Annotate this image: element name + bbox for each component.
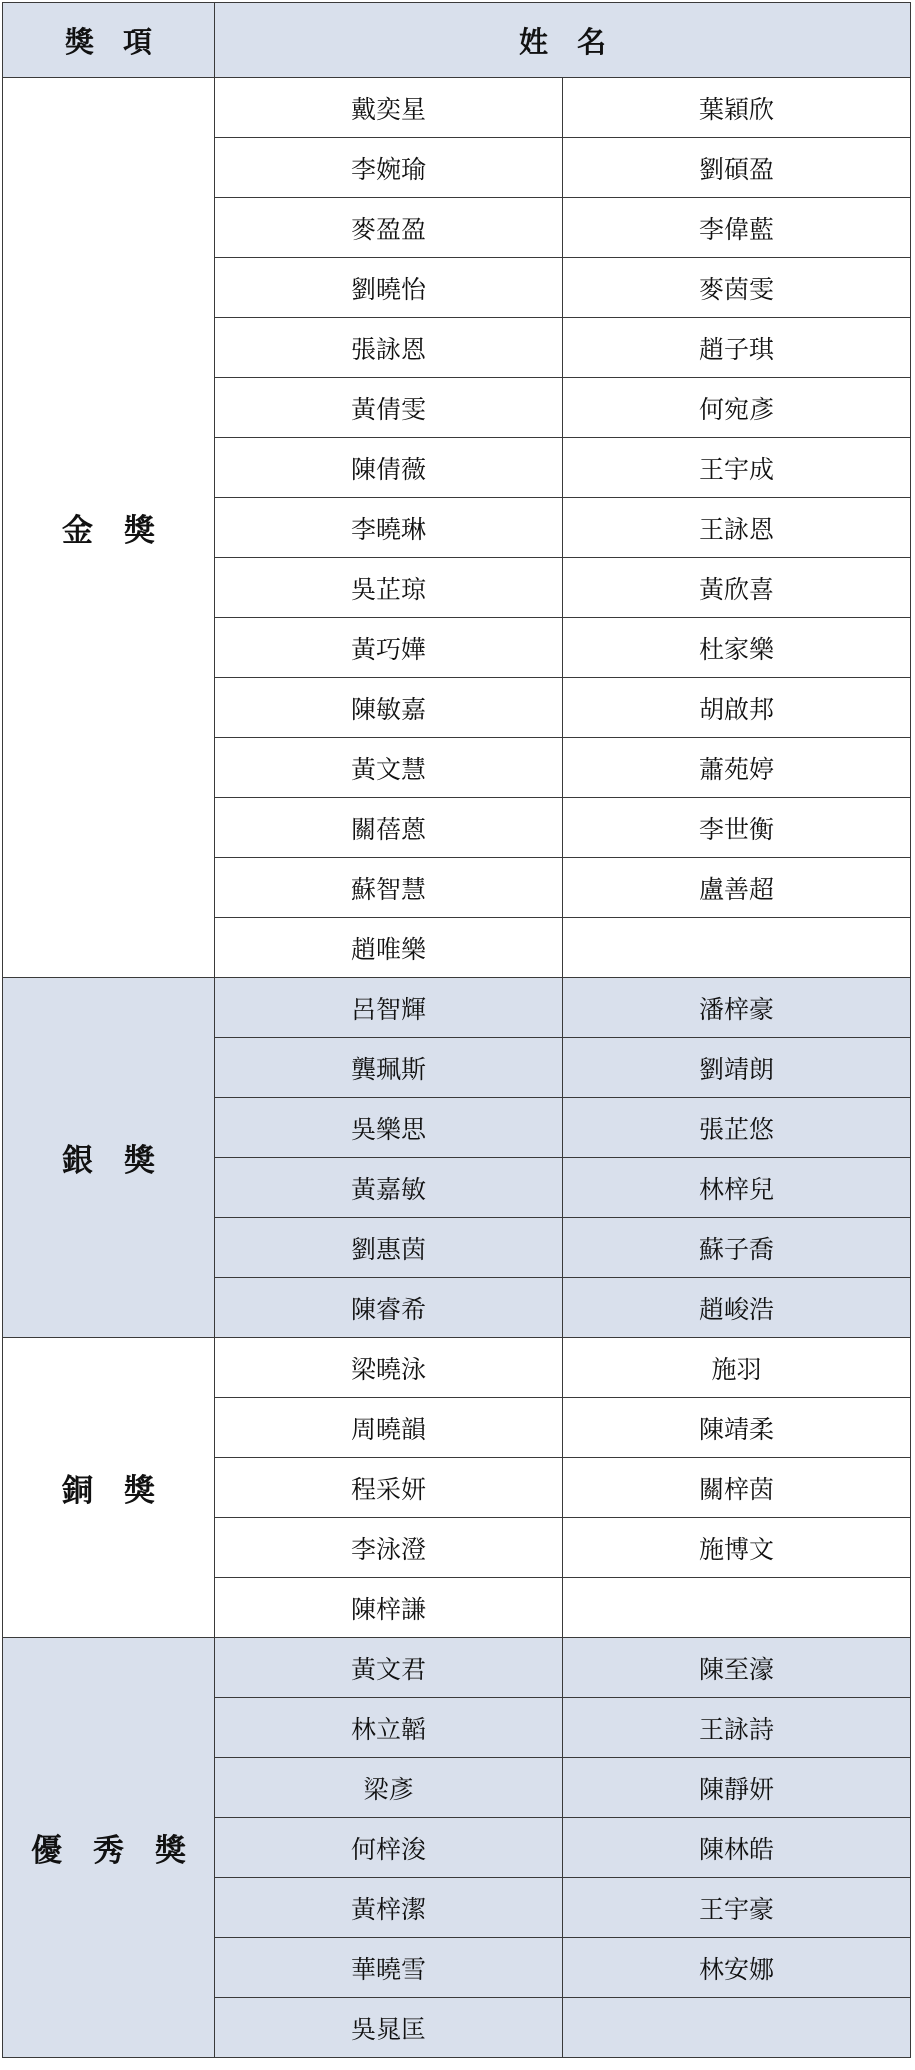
name-cell: 劉曉怡 [215, 258, 563, 318]
name-cell: 關梓茵 [563, 1458, 911, 1518]
name-cell: 梁彥 [215, 1758, 563, 1818]
name-cell: 吳晁匡 [215, 1998, 563, 2058]
name-cell: 蕭苑婷 [563, 738, 911, 798]
awards-table [2, 2, 911, 2058]
name-cell: 趙峻浩 [563, 1278, 911, 1338]
name-cell: 麥盈盈 [215, 198, 563, 258]
name-cell [563, 1578, 911, 1638]
name-cell: 施博文 [563, 1518, 911, 1578]
table-row [3, 1638, 911, 1698]
name-cell: 呂智輝 [215, 978, 563, 1038]
name-cell: 陳至濠 [563, 1638, 911, 1698]
name-cell: 王宇豪 [563, 1878, 911, 1938]
name-cell: 陳睿希 [215, 1278, 563, 1338]
award-label-merit: 優 秀 獎 [3, 1638, 215, 2058]
name-cell: 蘇智慧 [215, 858, 563, 918]
name-cell: 陳梓謙 [215, 1578, 563, 1638]
name-cell: 黃嘉敏 [215, 1158, 563, 1218]
award-label-gold: 金 獎 [3, 78, 215, 978]
name-column-header: 姓 名 [215, 3, 911, 78]
name-cell: 黃倩雯 [215, 378, 563, 438]
name-cell: 蘇子喬 [563, 1218, 911, 1278]
group-gold [3, 78, 911, 978]
group-bronze [3, 1338, 911, 1638]
name-cell: 趙唯樂 [215, 918, 563, 978]
name-cell: 華曉雪 [215, 1938, 563, 1998]
name-cell: 王詠恩 [563, 498, 911, 558]
name-cell: 盧善超 [563, 858, 911, 918]
name-cell: 王宇成 [563, 438, 911, 498]
name-cell [563, 1998, 911, 2058]
header-row [3, 3, 911, 78]
award-column-header: 獎 項 [3, 3, 215, 78]
name-cell: 林安娜 [563, 1938, 911, 1998]
name-cell: 陳林皓 [563, 1818, 911, 1878]
name-cell: 周曉韻 [215, 1398, 563, 1458]
name-cell: 潘梓豪 [563, 978, 911, 1038]
award-label-silver: 銀 獎 [3, 978, 215, 1338]
name-cell: 王詠詩 [563, 1698, 911, 1758]
name-cell: 杜家樂 [563, 618, 911, 678]
name-cell: 黃文君 [215, 1638, 563, 1698]
group-merit [3, 1638, 911, 2058]
name-cell: 戴奕星 [215, 78, 563, 138]
name-cell: 林立韜 [215, 1698, 563, 1758]
name-cell: 陳敏嘉 [215, 678, 563, 738]
name-cell: 黃文慧 [215, 738, 563, 798]
name-cell: 葉穎欣 [563, 78, 911, 138]
award-label-bronze: 銅 獎 [3, 1338, 215, 1638]
name-cell: 吳樂思 [215, 1098, 563, 1158]
name-cell: 何宛彥 [563, 378, 911, 438]
awards-table-container [2, 2, 913, 2058]
name-cell: 何梓浚 [215, 1818, 563, 1878]
name-cell: 李世衡 [563, 798, 911, 858]
name-cell: 吳芷琼 [215, 558, 563, 618]
group-silver [3, 978, 911, 1338]
name-cell: 李泳澄 [215, 1518, 563, 1578]
name-cell: 趙子琪 [563, 318, 911, 378]
name-cell: 李婉瑜 [215, 138, 563, 198]
name-cell: 黃梓潔 [215, 1878, 563, 1938]
name-cell: 李偉藍 [563, 198, 911, 258]
name-cell: 黃欣喜 [563, 558, 911, 618]
name-cell: 關蓓蒽 [215, 798, 563, 858]
name-cell: 張詠恩 [215, 318, 563, 378]
table-row [3, 1338, 911, 1398]
name-cell: 施羽 [563, 1338, 911, 1398]
name-cell: 陳靖柔 [563, 1398, 911, 1458]
name-cell: 梁曉泳 [215, 1338, 563, 1398]
name-cell: 陳倩薇 [215, 438, 563, 498]
table-row [3, 78, 911, 138]
name-cell: 程采妍 [215, 1458, 563, 1518]
name-cell: 劉惠茵 [215, 1218, 563, 1278]
name-cell: 黃巧嬅 [215, 618, 563, 678]
name-cell [563, 918, 911, 978]
name-cell: 陳靜妍 [563, 1758, 911, 1818]
name-cell: 劉靖朗 [563, 1038, 911, 1098]
table-row [3, 978, 911, 1038]
name-cell: 林梓兒 [563, 1158, 911, 1218]
name-cell: 劉碩盈 [563, 138, 911, 198]
name-cell: 龔珮斯 [215, 1038, 563, 1098]
name-cell: 麥茵雯 [563, 258, 911, 318]
name-cell: 李曉琳 [215, 498, 563, 558]
name-cell: 張芷悠 [563, 1098, 911, 1158]
name-cell: 胡啟邦 [563, 678, 911, 738]
